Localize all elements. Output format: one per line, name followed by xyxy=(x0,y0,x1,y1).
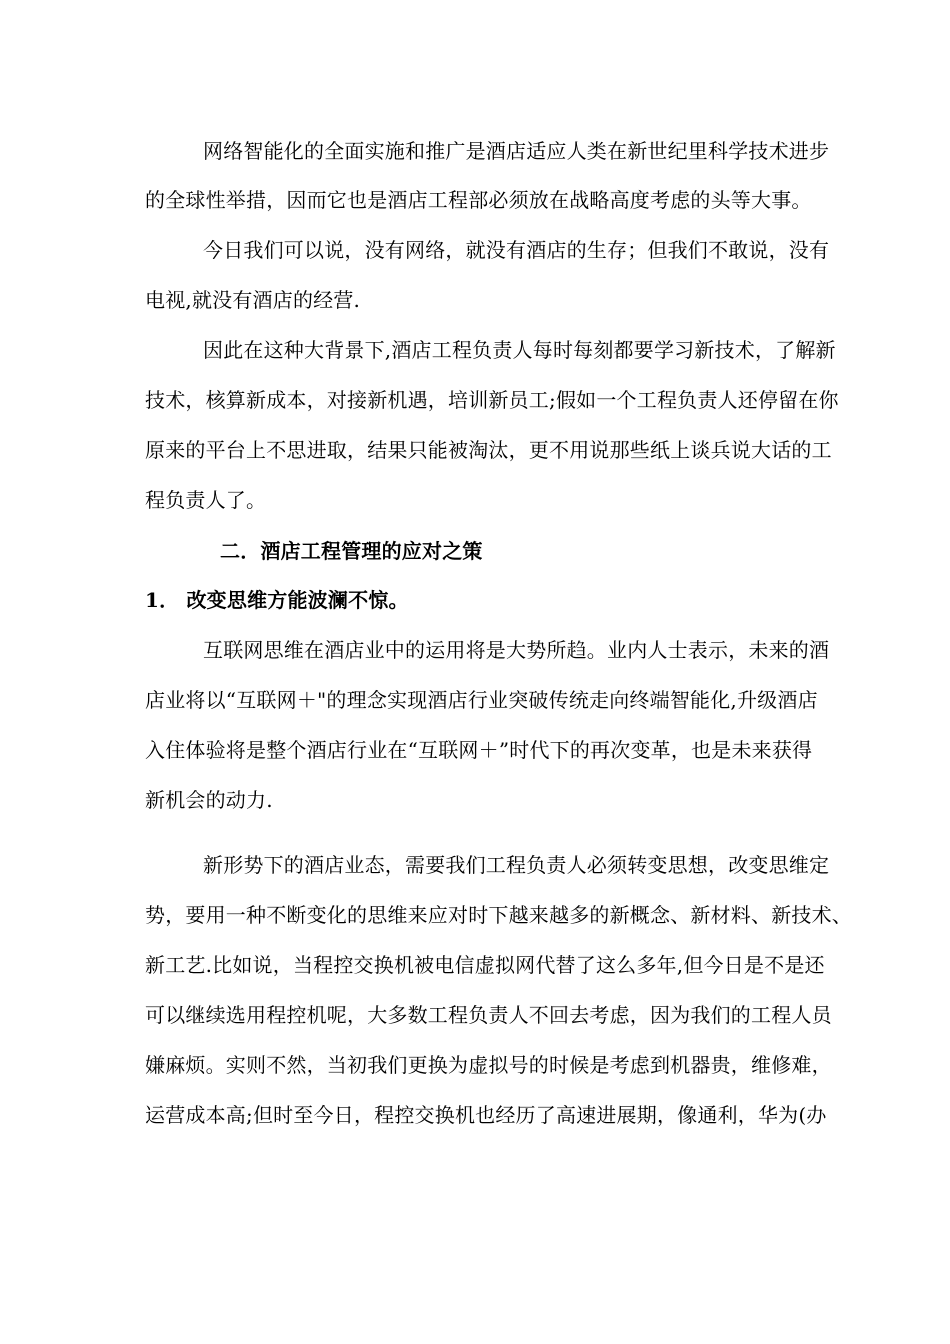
paragraph-2-line-2: 电视,就没有酒店的经营. xyxy=(145,288,361,312)
paragraph-3-line-3: 原来的平台上不思进取，结果只能被淘汰，更不用说那些纸上谈兵说大话的工 xyxy=(145,438,832,462)
paragraph-5-line-4: 可以继续选用程控机呢，大多数工程负责人不回去考虑，因为我们的工程人员 xyxy=(145,1003,832,1027)
paragraph-4-line-1: 互联网思维在酒店业中的运用将是大势所趋。业内人士表示，未来的酒 xyxy=(203,638,830,662)
paragraph-2-line-1: 今日我们可以说，没有网络，就没有酒店的生存；但我们不敢说，没有 xyxy=(203,238,830,262)
paragraph-4-line-3: 入住体验将是整个酒店行业在“互联网＋”时代下的再次变革，也是未来获得 xyxy=(145,738,813,762)
paragraph-3-line-2: 技术，核算新成本，对接新机遇，培训新员工;假如一个工程负责人还停留在你 xyxy=(145,388,839,412)
paragraph-5-line-6: 运营成本高;但时至今日，程控交换机也经历了高速进展期，像通利，华为(办 xyxy=(145,1103,827,1127)
paragraph-5-line-5: 嫌麻烦。实则不然，当初我们更换为虚拟号的时候是考虑到机器贵，维修难， xyxy=(145,1053,832,1077)
paragraph-5-line-3: 新工艺.比如说，当程控交换机被电信虚拟网代替了这么多年,但今日是不是还 xyxy=(145,953,825,977)
paragraph-4-line-2: 店业将以“互联网＋"的理念实现酒店行业突破传统走向终端智能化,升级酒店 xyxy=(145,688,818,712)
paragraph-4-line-4: 新机会的动力. xyxy=(145,788,273,812)
paragraph-1-line-1: 网络智能化的全面实施和推广是酒店适应人类在新世纪里科学技术进步 xyxy=(203,139,830,163)
subsection-heading: 1． 改变思维方能波澜不惊。 xyxy=(145,588,409,612)
paragraph-1-line-2: 的全球性举措，因而它也是酒店工程部必须放在战略高度考虑的头等大事。 xyxy=(145,188,812,212)
paragraph-3-line-1: 因此在这种大背景下,酒店工程负责人每时每刻都要学习新技术，了解新 xyxy=(203,338,836,362)
section-heading: 二．酒店工程管理的应对之策 xyxy=(220,539,483,563)
paragraph-3-line-4: 程负责人了。 xyxy=(145,488,267,512)
paragraph-5-line-1: 新形势下的酒店业态，需要我们工程负责人必须转变思想，改变思维定 xyxy=(203,853,830,877)
paragraph-5-line-2: 势，要用一种不断变化的思维来应对时下越来越多的新概念、新材料、新技术、 xyxy=(145,903,852,927)
